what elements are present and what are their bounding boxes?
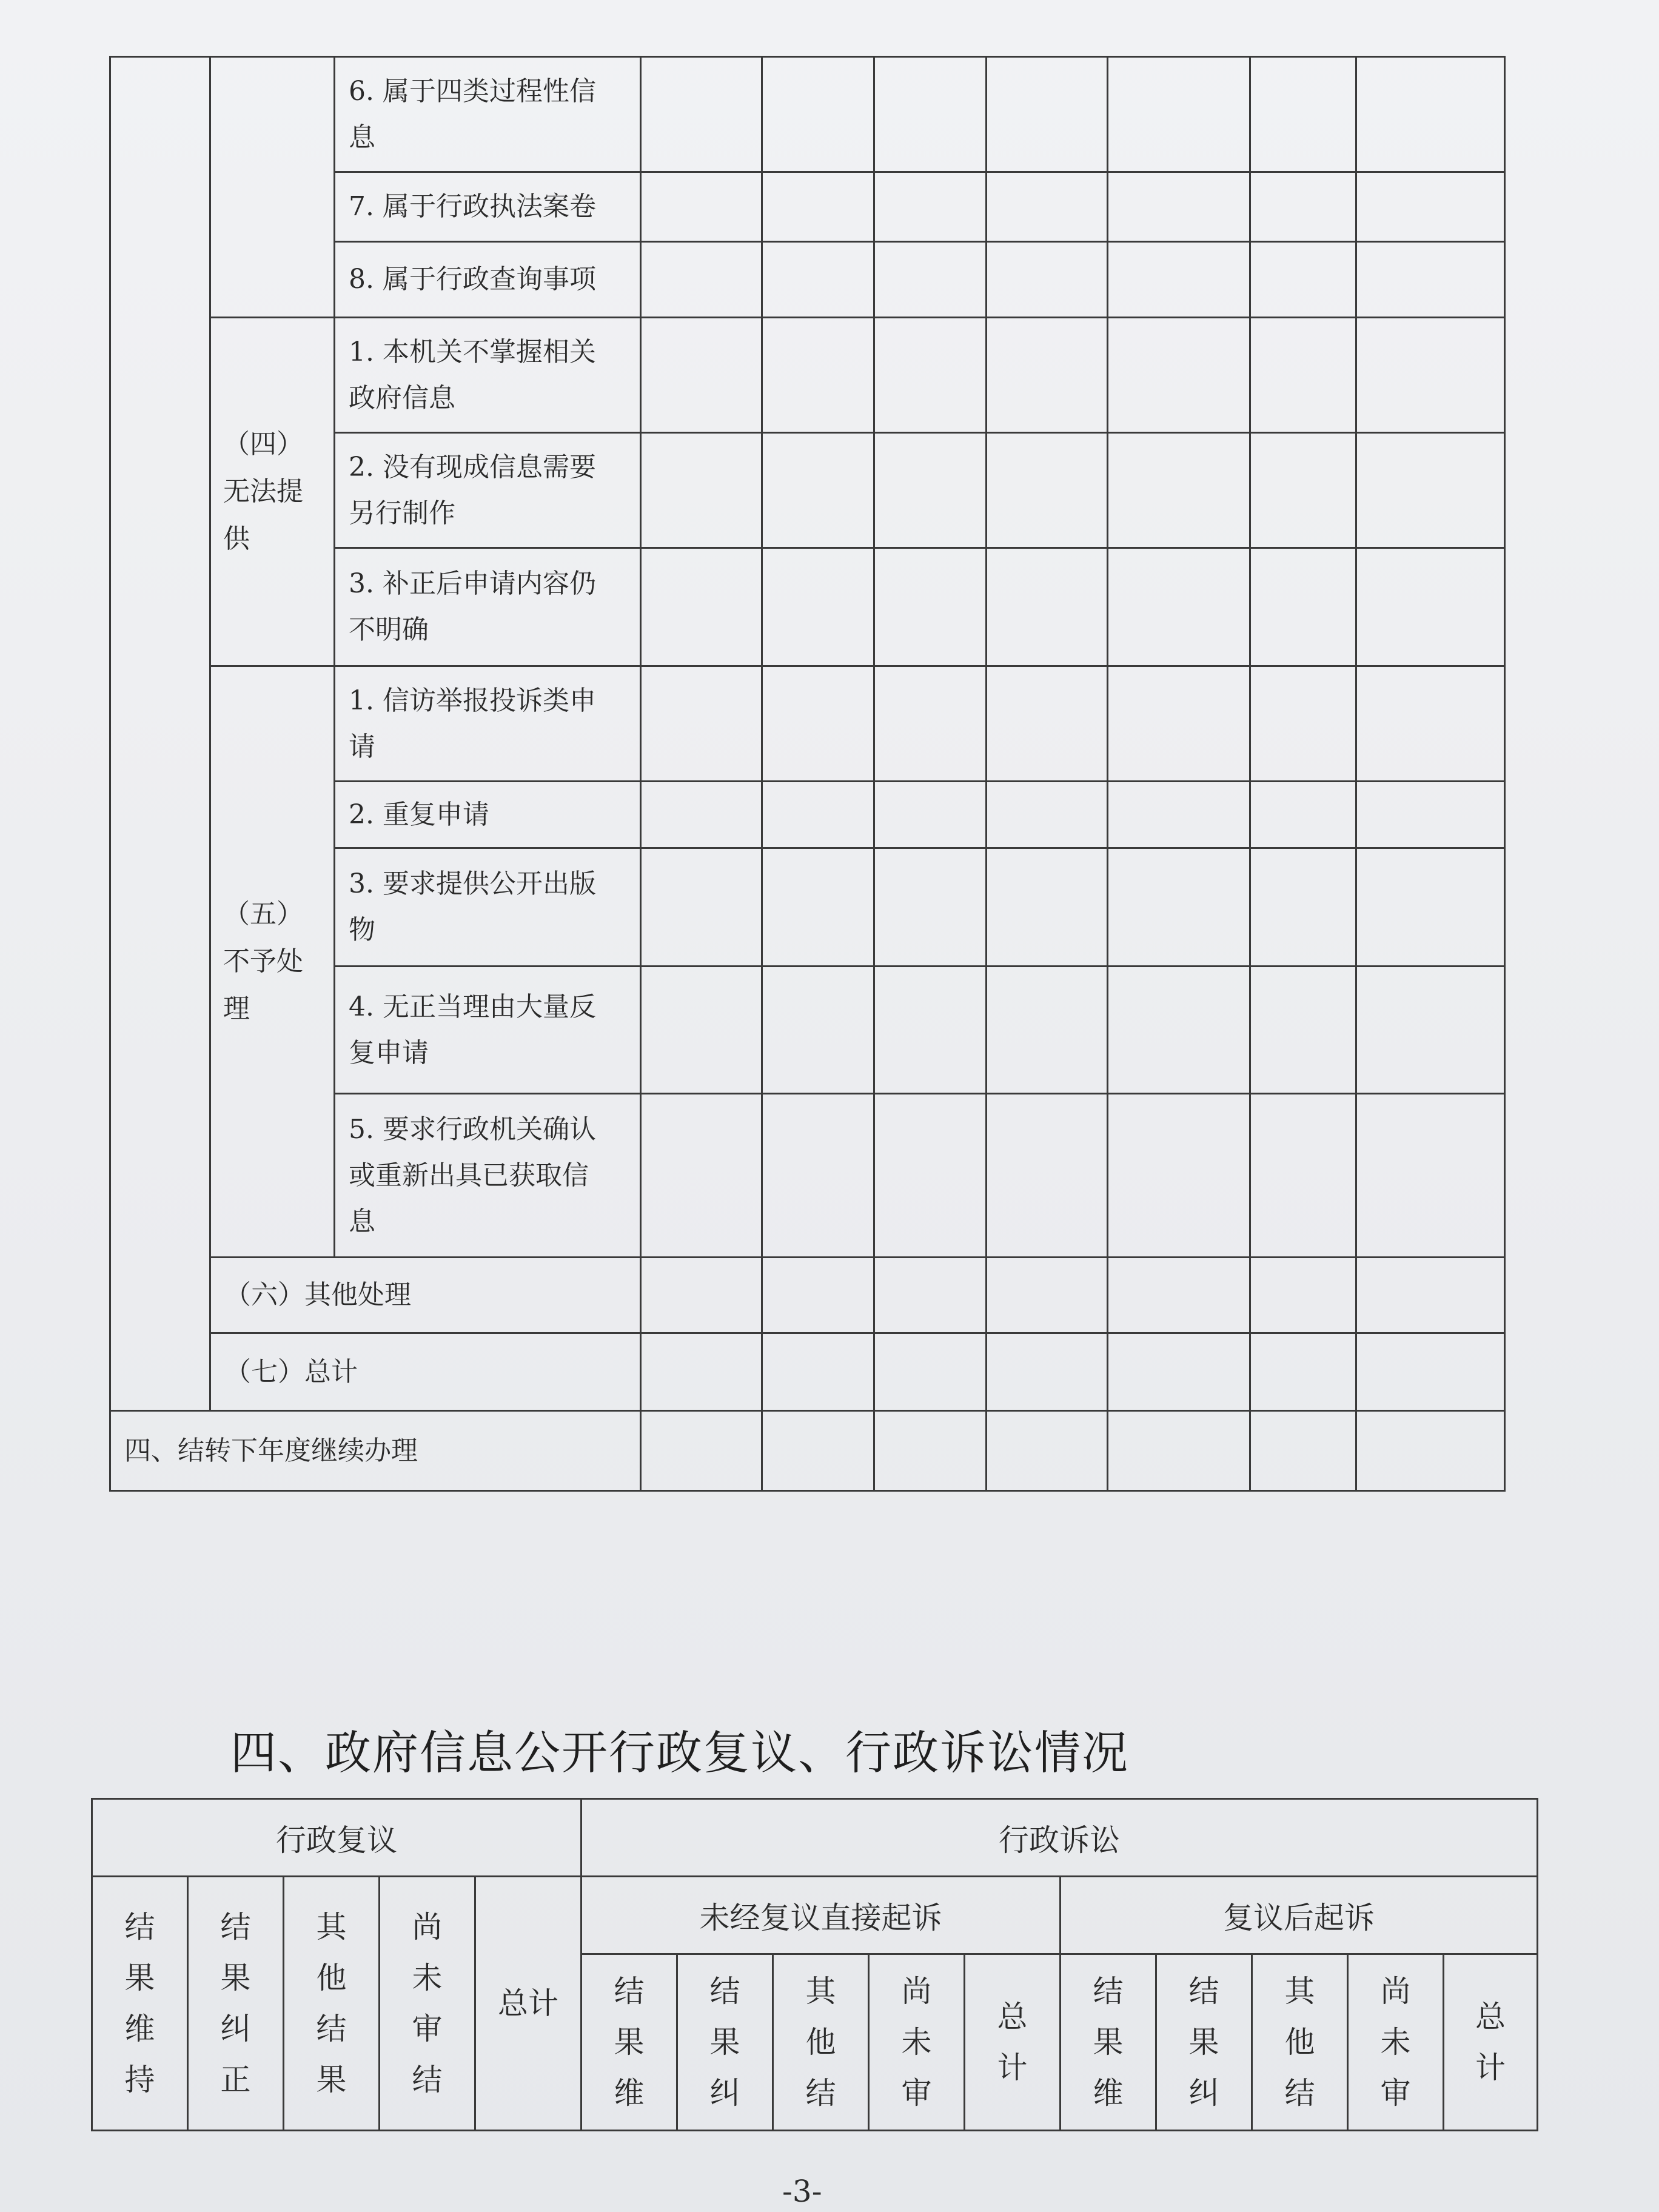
direct-col-header: 尚 未 审 (869, 1954, 965, 2131)
empty-cell (1108, 548, 1250, 666)
empty-cell (762, 1411, 874, 1491)
empty-cell (1356, 848, 1505, 967)
empty-cell (874, 967, 987, 1094)
review-col-header: 结 果 纠 正 (188, 1877, 284, 2131)
empty-cell (641, 1258, 762, 1333)
table-row (110, 1258, 1505, 1333)
empty-cell (762, 782, 874, 848)
table-row (110, 1333, 1505, 1411)
empty-cell (1356, 318, 1505, 433)
empty-cell (1356, 967, 1505, 1094)
empty-cell (1108, 1411, 1250, 1491)
empty-cell (641, 318, 762, 433)
table-row (92, 1799, 1538, 1877)
table-row (110, 318, 1505, 433)
group-label-unable-to-provide: （四） 无法提 供 (210, 318, 335, 666)
empty-cell (874, 1094, 987, 1258)
table-row (110, 1411, 1505, 1491)
empty-cell (874, 666, 987, 782)
empty-cell (1356, 1094, 1505, 1258)
empty-cell (874, 782, 987, 848)
empty-cell (874, 57, 987, 172)
admin-litigation-header: 行政诉讼 (581, 1799, 1538, 1877)
empty-cell (762, 1258, 874, 1333)
empty-cell (987, 57, 1108, 172)
empty-cell (1250, 172, 1356, 242)
empty-cell (1108, 242, 1250, 318)
empty-cell (641, 967, 762, 1094)
empty-cell (1356, 782, 1505, 848)
empty-cell (987, 967, 1108, 1094)
direct-col-header: 其 他 结 (773, 1954, 869, 2131)
empty-cell (762, 967, 874, 1094)
empty-cell (1250, 242, 1356, 318)
empty-cell (641, 172, 762, 242)
page-number: -3- (782, 2174, 822, 2209)
row-label: 7. 属于行政执法案卷 (335, 172, 641, 242)
empty-cell (1250, 433, 1356, 548)
empty-cell (1250, 318, 1356, 433)
empty-cell (1356, 548, 1505, 666)
row-label: 5. 要求行政机关确认 或重新出具已获取信 息 (335, 1094, 641, 1258)
empty-cell (874, 848, 987, 967)
empty-cell (1250, 1258, 1356, 1333)
row-label: 1. 信访举报投诉类申 请 (335, 666, 641, 782)
empty-cell (762, 548, 874, 666)
total-label: （七）总计 (210, 1333, 641, 1411)
empty-cell (1250, 548, 1356, 666)
table-row (92, 1877, 1538, 1954)
empty-cell (1108, 172, 1250, 242)
empty-cell (987, 782, 1108, 848)
empty-cell (1108, 666, 1250, 782)
empty-cell (874, 1258, 987, 1333)
empty-cell (874, 172, 987, 242)
empty-cell (1250, 57, 1356, 172)
empty-cell (987, 848, 1108, 967)
row-label: 4. 无正当理由大量反 复申请 (335, 967, 641, 1094)
empty-cell (1250, 967, 1356, 1094)
empty-cell (1250, 848, 1356, 967)
group-cell-continued (210, 57, 335, 318)
application-handling-table (109, 56, 1506, 1492)
row-label: 6. 属于四类过程性信 息 (335, 57, 641, 172)
empty-cell (987, 666, 1108, 782)
row-label: 2. 没有现成信息需要 另行制作 (335, 433, 641, 548)
empty-cell (762, 433, 874, 548)
direct-col-header: 总 计 (965, 1954, 1061, 2131)
empty-cell (987, 1094, 1108, 1258)
empty-cell (874, 318, 987, 433)
after-col-header: 总 计 (1444, 1954, 1538, 2131)
other-handling-label: （六）其他处理 (210, 1258, 641, 1333)
empty-cell (1356, 242, 1505, 318)
empty-cell (1356, 666, 1505, 782)
empty-cell (762, 242, 874, 318)
empty-cell (762, 318, 874, 433)
empty-cell (1356, 433, 1505, 548)
empty-cell (874, 1411, 987, 1491)
section-title: 四、政府信息公开行政复议、行政诉讼情况 (230, 1726, 1129, 1780)
after-col-header: 其 他 结 (1252, 1954, 1348, 2131)
empty-cell (1108, 1333, 1250, 1411)
empty-cell (641, 57, 762, 172)
empty-cell (1108, 848, 1250, 967)
table-row (110, 666, 1505, 782)
review-col-header: 结 果 维 持 (92, 1877, 188, 2131)
empty-cell (1108, 318, 1250, 433)
admin-review-header: 行政复议 (92, 1799, 581, 1877)
empty-cell (762, 666, 874, 782)
empty-cell (1108, 57, 1250, 172)
empty-cell (641, 242, 762, 318)
empty-cell (1356, 1258, 1505, 1333)
empty-cell (1250, 782, 1356, 848)
row-label: 3. 补正后申请内容仍 不明确 (335, 548, 641, 666)
empty-cell (641, 433, 762, 548)
empty-cell (987, 548, 1108, 666)
outer-left-column (110, 57, 210, 1411)
empty-cell (987, 172, 1108, 242)
review-col-header: 尚 未 审 结 (380, 1877, 475, 2131)
empty-cell (1356, 1333, 1505, 1411)
empty-cell (762, 1333, 874, 1411)
after-col-header: 结 果 维 (1061, 1954, 1156, 2131)
empty-cell (874, 548, 987, 666)
suit-after-review-header: 复议后起诉 (1061, 1877, 1538, 1954)
empty-cell (1250, 666, 1356, 782)
empty-cell (1108, 782, 1250, 848)
direct-col-header: 结 果 维 (581, 1954, 677, 2131)
empty-cell (987, 1333, 1108, 1411)
empty-cell (987, 242, 1108, 318)
empty-cell (762, 1094, 874, 1258)
empty-cell (641, 782, 762, 848)
empty-cell (1250, 1333, 1356, 1411)
review-col-header: 其 他 结 果 (284, 1877, 380, 2131)
empty-cell (987, 318, 1108, 433)
review-litigation-table (91, 1798, 1538, 2131)
empty-cell (1108, 967, 1250, 1094)
group-label-not-processed: （五） 不予处 理 (210, 666, 335, 1258)
empty-cell (874, 1333, 987, 1411)
empty-cell (1250, 1094, 1356, 1258)
direct-suit-header: 未经复议直接起诉 (581, 1877, 1061, 1954)
empty-cell (762, 172, 874, 242)
empty-cell (641, 1333, 762, 1411)
empty-cell (641, 1094, 762, 1258)
empty-cell (641, 1411, 762, 1491)
empty-cell (641, 666, 762, 782)
empty-cell (1108, 433, 1250, 548)
empty-cell (1108, 1094, 1250, 1258)
review-col-header: 总计 (475, 1877, 581, 2131)
empty-cell (987, 1411, 1108, 1491)
empty-cell (1250, 1411, 1356, 1491)
empty-cell (874, 242, 987, 318)
row-label: 2. 重复申请 (335, 782, 641, 848)
after-col-header: 结 果 纠 (1156, 1954, 1252, 2131)
empty-cell (641, 848, 762, 967)
empty-cell (762, 848, 874, 967)
row-label: 3. 要求提供公开出版 物 (335, 848, 641, 967)
carry-over-label: 四、结转下年度继续办理 (110, 1411, 641, 1491)
empty-cell (641, 548, 762, 666)
table-row (110, 57, 1505, 172)
empty-cell (874, 433, 987, 548)
after-col-header: 尚 未 审 (1348, 1954, 1444, 2131)
empty-cell (1356, 172, 1505, 242)
empty-cell (762, 57, 874, 172)
empty-cell (987, 1258, 1108, 1333)
row-label: 1. 本机关不掌握相关 政府信息 (335, 318, 641, 433)
direct-col-header: 结 果 纠 (677, 1954, 773, 2131)
empty-cell (1356, 57, 1505, 172)
row-label: 8. 属于行政查询事项 (335, 242, 641, 318)
empty-cell (987, 433, 1108, 548)
empty-cell (1356, 1411, 1505, 1491)
empty-cell (1108, 1258, 1250, 1333)
